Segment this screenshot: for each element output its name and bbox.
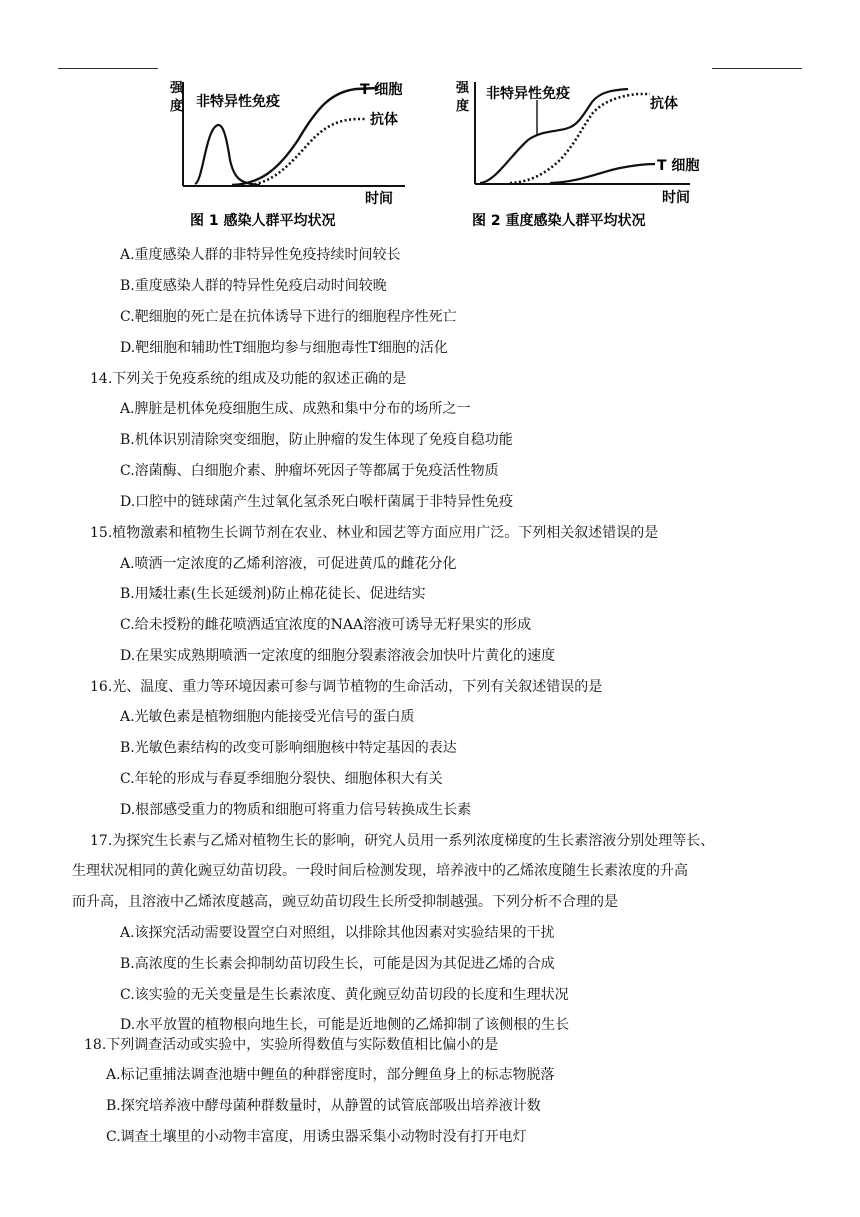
q18-option-a: A.标记重捕法调查池塘中鲤鱼的种群密度时，部分鲤鱼身上的标志物脱落 [106,1067,555,1083]
q16-option-b: B.光敏色素结构的改变可影响细胞核中特定基因的表达 [120,740,457,756]
q16-option-d: D.根部感受重力的物质和细胞可将重力信号转换成生长素 [120,802,472,818]
q14-option-a: A.脾脏是机体免疫细胞生成、成熟和集中分布的场所之一 [120,401,471,417]
q15-option-d: D.在果实成熟期喷洒一定浓度的细胞分裂素溶液会加快叶片黄化的速度 [120,648,556,664]
figure-2-caption: 图 2 重度感染人群平均状况 [472,213,646,229]
header-rule-left [58,68,158,69]
q15-option-a: A.喷洒一定浓度的乙烯利溶液，可促进黄瓜的雌花分化 [120,556,457,572]
figure-2-antibody-label: 抗体 [650,96,678,112]
figure-1-plot [160,70,420,235]
q15-option-b: B.用矮壮素(生长延缓剂)防止棉花徒长、促进结实 [120,586,426,602]
figure-1-nonspecific-curve [195,125,260,185]
q15-option-c: C.给未授粉的雌花喷洒适宜浓度的NAA溶液可诱导无籽果实的形成 [120,617,532,633]
q13-option-d: D.靶细胞和辅助性T细胞均参与细胞毒性T细胞的活化 [120,340,448,356]
q17-option-b: B.高浓度的生长素会抑制幼苗切段生长，可能是因为其促进乙烯的合成 [120,956,555,972]
figure-1-antibody-label: 抗体 [370,112,398,128]
figure-1-caption: 图 1 感染人群平均状况 [190,213,336,229]
q15-stem: 15.植物激素和植物生长调节剂在农业、林业和园艺等方面应用广泛。下列相关叙述错误的是 [90,525,659,541]
figure-2-xlabel: 时间 [662,190,690,206]
figure-1-xlabel: 时间 [365,191,393,207]
q17-option-c: C.该实验的无关变量是生长素浓度、黄化豌豆幼苗切段的长度和生理状况 [120,987,569,1003]
figure-2-nonspecific-label: 非特异性免疫 [486,86,570,102]
figure-2 [450,70,710,235]
q17-stem-line-3: 而升高，且溶液中乙烯浓度越高，豌豆幼苗切段生长所受抑制越强。下列分析不合理的是 [72,894,618,910]
header-rule-right [712,68,802,69]
q17-option-d: D.水平放置的植物根向地生长，可能是近地侧的乙烯抑制了该侧根的生长 [120,1017,570,1033]
figure-1-ylabel-1: 强 [170,81,184,96]
q17-option-a: A.该探究活动需要设置空白对照组，以排除其他因素对实验结果的干扰 [120,925,555,941]
figure-2-nonspecific-curve [480,89,628,183]
q13-option-b: B.重度感染人群的特异性免疫启动时间较晚 [120,278,387,294]
q17-stem-line-2: 生理状况相同的黄化豌豆幼苗切段。一段时间后检测发现，培养液中的乙烯浓度随生长素浓度的升高 [72,863,688,879]
q14-stem: 14.下列关于免疫系统的组成及功能的叙述正确的是 [90,371,407,387]
q16-option-c: C.年轮的形成与春夏季细胞分裂快、细胞体积大有关 [120,771,443,787]
figure-2-plot [450,70,710,235]
figure-1-nonspecific-label: 非特异性免疫 [196,94,280,110]
q17-stem-line-1: 17.为探究生长素与乙烯对植物生长的影响，研究人员用一系列浓度梯度的生长素溶液分别处理等长、 [90,833,715,849]
q18-stem: 18.下列调查活动或实验中，实验所得数值与实际数值相比偏小的是 [84,1037,499,1053]
q18-option-b: B.探究培养液中酵母菌种群数量时，从静置的试管底部吸出培养液计数 [106,1098,541,1114]
q18-option-c: C.调查土壤里的小动物丰富度，用诱虫器采集小动物时没有打开电灯 [106,1129,527,1145]
figure-1-ylabel-2: 度 [170,99,184,114]
figure-2-ylabel-2: 度 [456,99,470,114]
figure-2-tcell-curve [550,164,655,183]
figure-2-ylabel-1: 强 [456,81,470,96]
q16-stem: 16.光、温度、重力等环境因素可参与调节植物的生命活动，下列有关叙述错误的是 [90,679,603,695]
q14-option-d: D.口腔中的链球菌产生过氧化氢杀死白喉杆菌属于非特异性免疫 [120,494,514,510]
figure-2-tcell-label: T 细胞 [657,158,700,174]
q13-option-a: A.重度感染人群的非特异性免疫持续时间较长 [120,247,401,263]
q13-option-c: C.靶细胞的死亡是在抗体诱导下进行的细胞程序性死亡 [120,309,457,325]
q14-option-c: C.溶菌酶、白细胞介素、肿瘤坏死因子等都属于免疫活性物质 [120,463,499,479]
figure-1 [160,70,420,235]
figure-1-tcell-label: T 细胞 [360,82,403,98]
q16-option-a: A.光敏色素是植物细胞内能接受光信号的蛋白质 [120,709,415,725]
q14-option-b: B.机体识别清除突变细胞，防止肿瘤的发生体现了免疫自稳功能 [120,432,513,448]
